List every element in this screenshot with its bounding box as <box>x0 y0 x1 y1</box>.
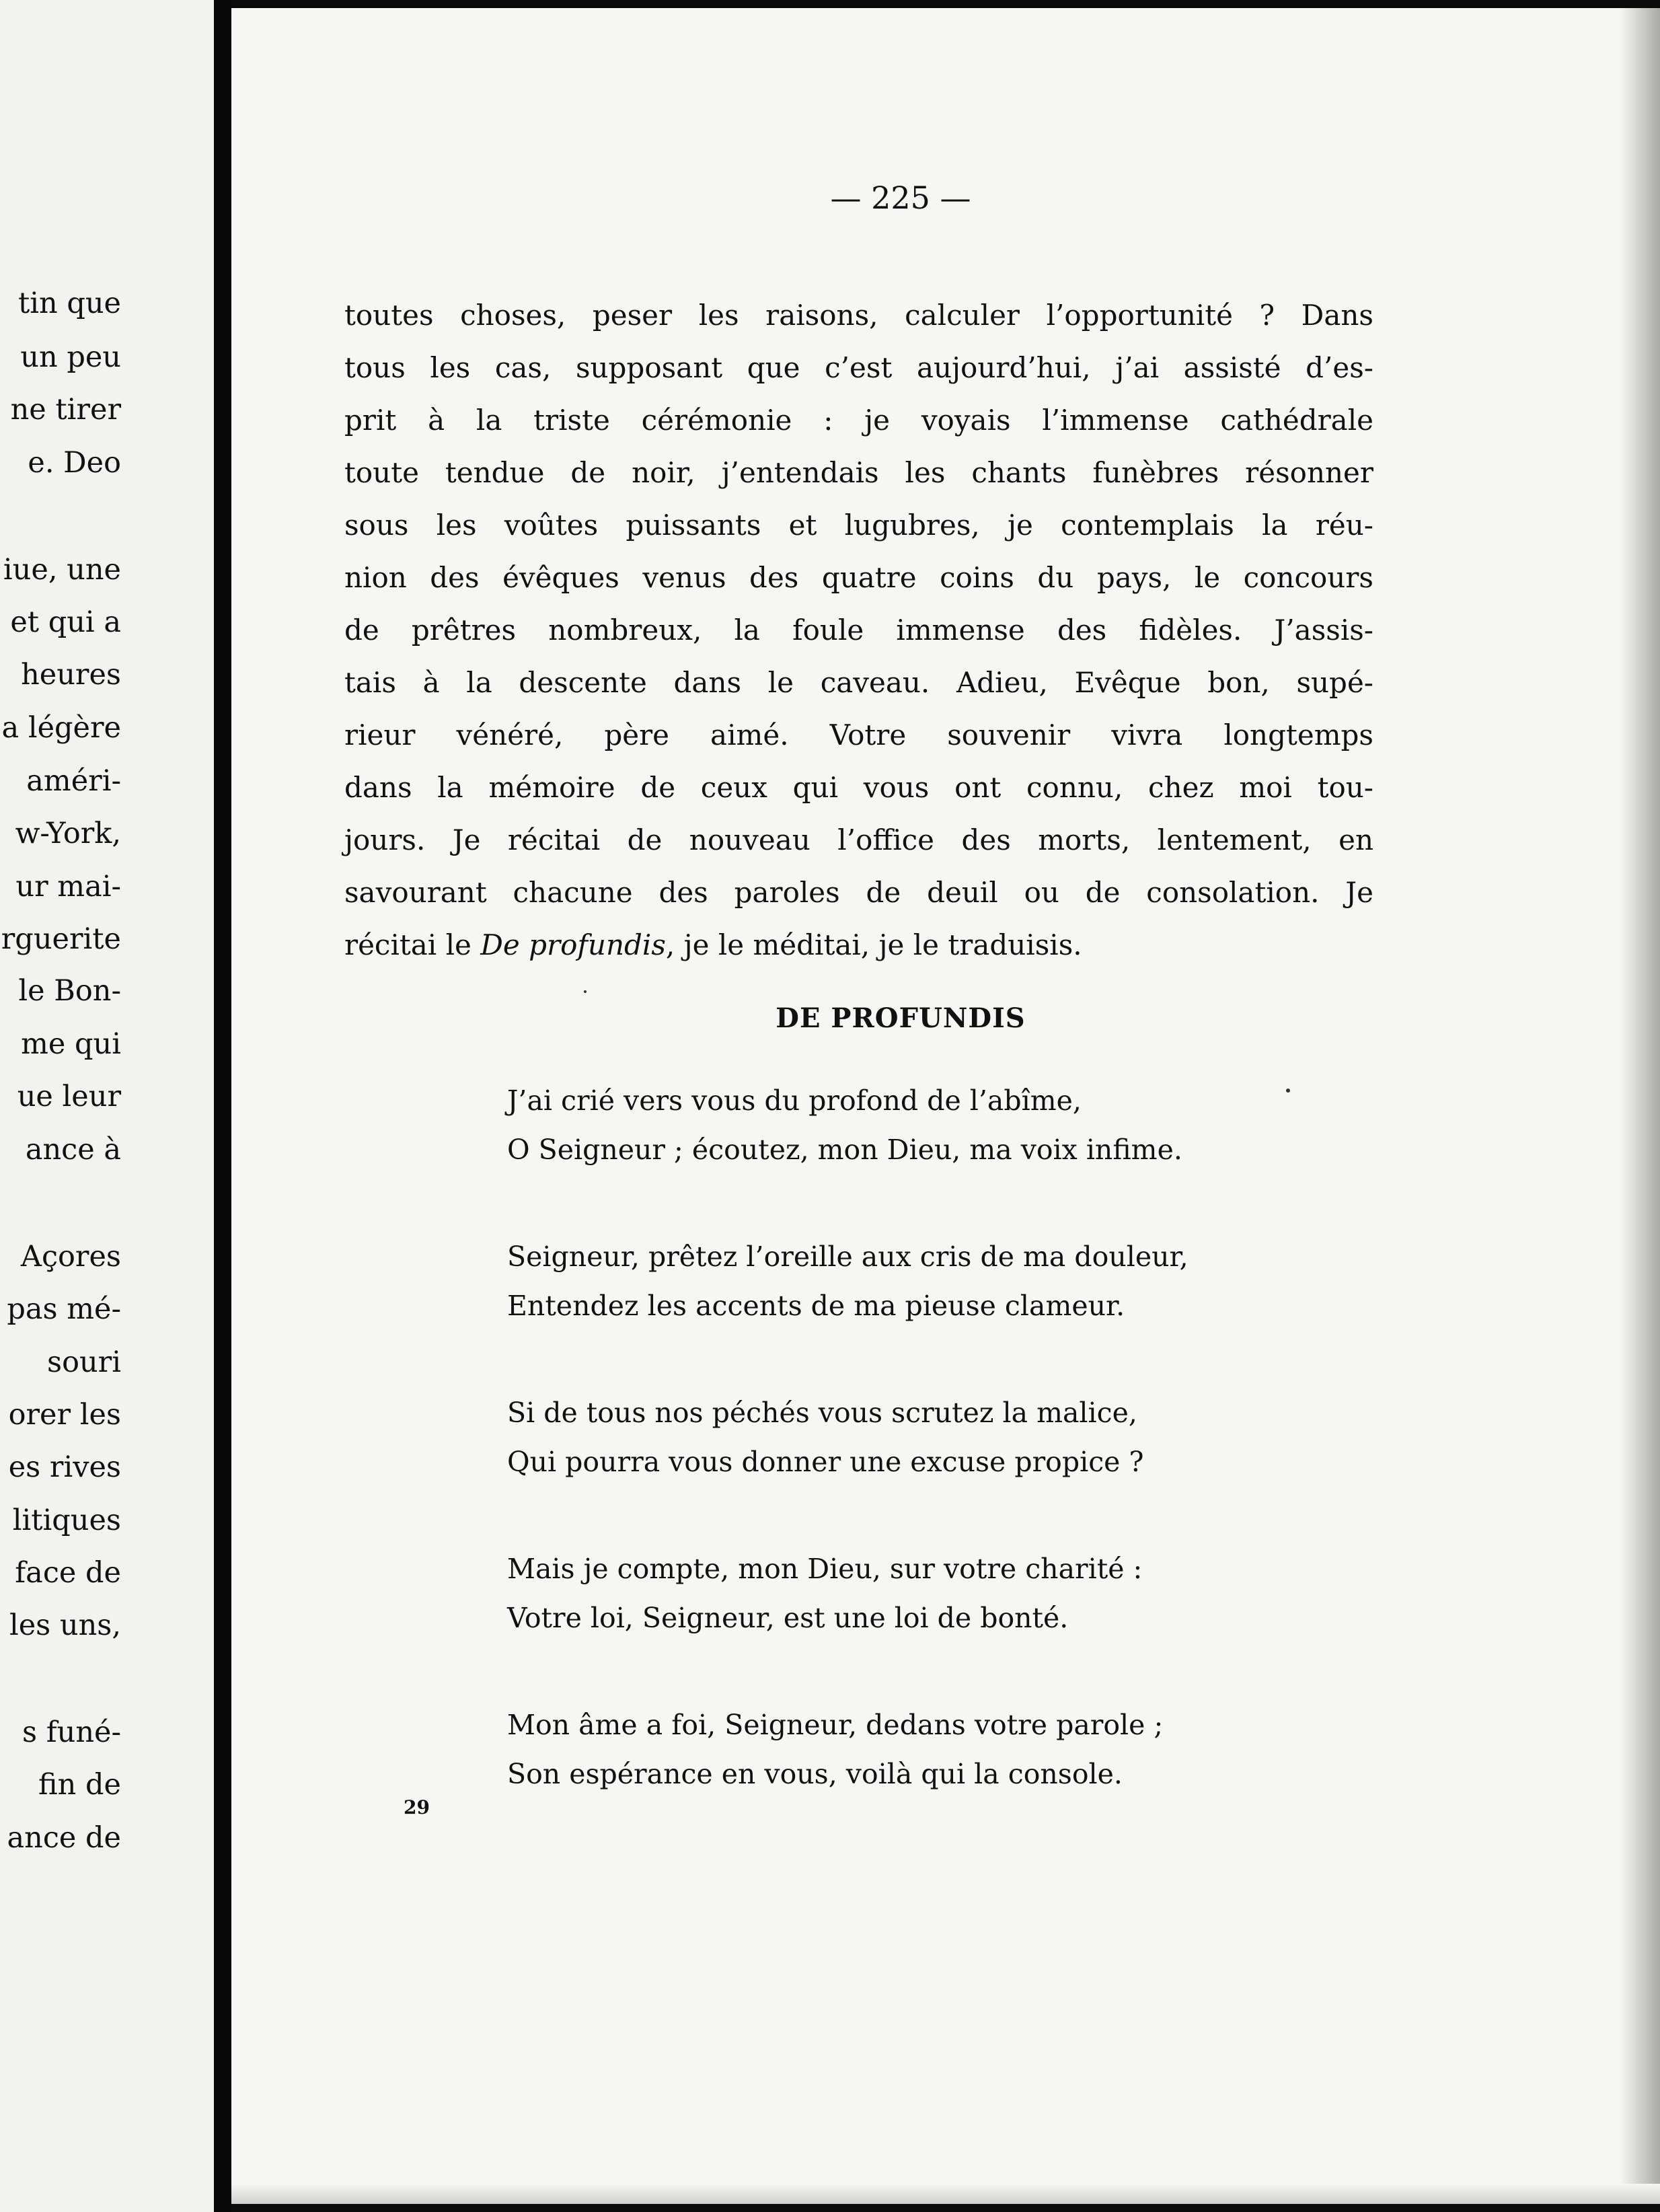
verse-line: Entendez les accents de ma pieuse clameur. <box>507 1290 1125 1322</box>
left-page-line: e. Deo <box>28 446 121 480</box>
left-page-line: heures <box>21 658 121 692</box>
left-page-line: ur mai- <box>15 870 121 904</box>
left-page-line: un peu <box>20 340 121 374</box>
poem <box>507 1076 1382 1857</box>
stanza <box>507 1389 1382 1487</box>
book-gutter <box>214 0 231 2212</box>
page-number: — 225 — <box>830 180 971 216</box>
prose-line: de prêtres nombreux, la foule immense des fidèles. J’assis- <box>344 614 1373 647</box>
stanza <box>507 1701 1382 1799</box>
left-page-line: face de <box>15 1556 121 1590</box>
left-page-line: me qui <box>21 1027 121 1061</box>
prose-line: tous les cas, supposant que c’est aujourd’hui, j’ai assisté d’es- <box>344 351 1373 384</box>
verse-line: Seigneur, prêtez l’oreille aux cris de ma douleur, <box>507 1241 1189 1273</box>
poem-heading: DE PROFUNDIS <box>776 1002 1026 1034</box>
verse-line: O Seigneur ; écoutez, mon Dieu, ma voix infime. <box>507 1134 1182 1166</box>
left-page-line: ne tirer <box>10 393 121 427</box>
left-page-line: es rives <box>8 1450 121 1484</box>
prose-line: nion des évêques venus des quatre coins du pays, le concours <box>344 561 1373 594</box>
prose-line: dans la mémoire de ceux qui vous ont connu, chez moi tou- <box>344 771 1373 804</box>
left-page-line: tin que <box>17 287 121 320</box>
right-page <box>231 8 1660 2204</box>
prose-line: tais à la descente dans le caveau. Adieu, Evêque bon, supé- <box>344 666 1373 699</box>
left-page-line: améri- <box>26 764 121 798</box>
stanza <box>507 1545 1382 1643</box>
verse-line: J’ai crié vers vous du profond de l’abîme, <box>507 1084 1082 1117</box>
left-page-line: s funé- <box>22 1716 121 1749</box>
prose-line: sous les voûtes puissants et lugubres, je contemplais la réu- <box>344 509 1373 542</box>
left-page-line: les uns, <box>9 1609 121 1642</box>
printer-signature-mark: 29 <box>404 1796 430 1818</box>
left-page-line: le Bon- <box>18 974 121 1008</box>
prose-line: savourant chacune des paroles de deuil ou de consolation. Je <box>344 876 1373 909</box>
left-page-line: et qui a <box>10 605 121 639</box>
prose-line-last <box>344 919 1373 971</box>
prose-text: récitai le <box>344 928 481 961</box>
dust-speck <box>584 990 587 993</box>
verse-line: Mon âme a foi, Seigneur, dedans votre parole ; <box>507 1709 1164 1741</box>
prose-text: , je le méditai, je le traduisis. <box>665 928 1082 961</box>
left-page-line: fin de <box>38 1768 121 1802</box>
page-bottom-edge <box>231 2184 1660 2204</box>
verse-line: Mais je compte, mon Dieu, sur votre charité : <box>507 1553 1143 1585</box>
left-page-line: litiques <box>12 1504 121 1537</box>
stanza <box>507 1232 1382 1331</box>
prose-line: jours. Je récitai de nouveau l’office des morts, lentement, en <box>344 823 1373 856</box>
page-edge-shadow <box>1620 8 1660 2204</box>
prose-line: toutes choses, peser les raisons, calculer l’opportunité ? Dans <box>344 299 1373 332</box>
left-page-line: a légère <box>1 711 121 745</box>
verse-line: Si de tous nos péchés vous scrutez la malice, <box>507 1397 1137 1429</box>
verse-line: Votre loi, Seigneur, est une loi de bonté. <box>507 1602 1069 1634</box>
left-page-line: Açores <box>20 1240 121 1274</box>
dust-speck <box>1286 1089 1290 1093</box>
prose-line: prit à la triste cérémonie : je voyais l’immense cathédrale <box>344 404 1373 437</box>
left-page-line: ue leur <box>17 1080 121 1113</box>
left-facing-page <box>0 0 214 2212</box>
left-page-line: rguerite <box>1 922 121 956</box>
left-page-line: souri <box>47 1345 121 1379</box>
prose-paragraph <box>344 289 1373 971</box>
left-page-line: w-York, <box>15 817 121 850</box>
stanza <box>507 1076 1382 1175</box>
latin-title-italic: De profundis <box>480 928 666 961</box>
left-page-line: pas mé- <box>7 1292 121 1326</box>
verse-line: Son espérance en vous, voilà qui la console. <box>507 1758 1123 1790</box>
left-page-line: orer les <box>8 1398 121 1432</box>
verse-line: Qui pourra vous donner une excuse propice ? <box>507 1446 1144 1478</box>
left-page-line: ance à <box>25 1133 121 1167</box>
left-page-line: iue, une <box>3 553 121 587</box>
prose-line: rieur vénéré, père aimé. Votre souvenir vivra longtemps <box>344 718 1373 751</box>
left-page-line: ance de <box>7 1821 121 1855</box>
prose-line: toute tendue de noir, j’entendais les chants funèbres résonner <box>344 456 1373 489</box>
